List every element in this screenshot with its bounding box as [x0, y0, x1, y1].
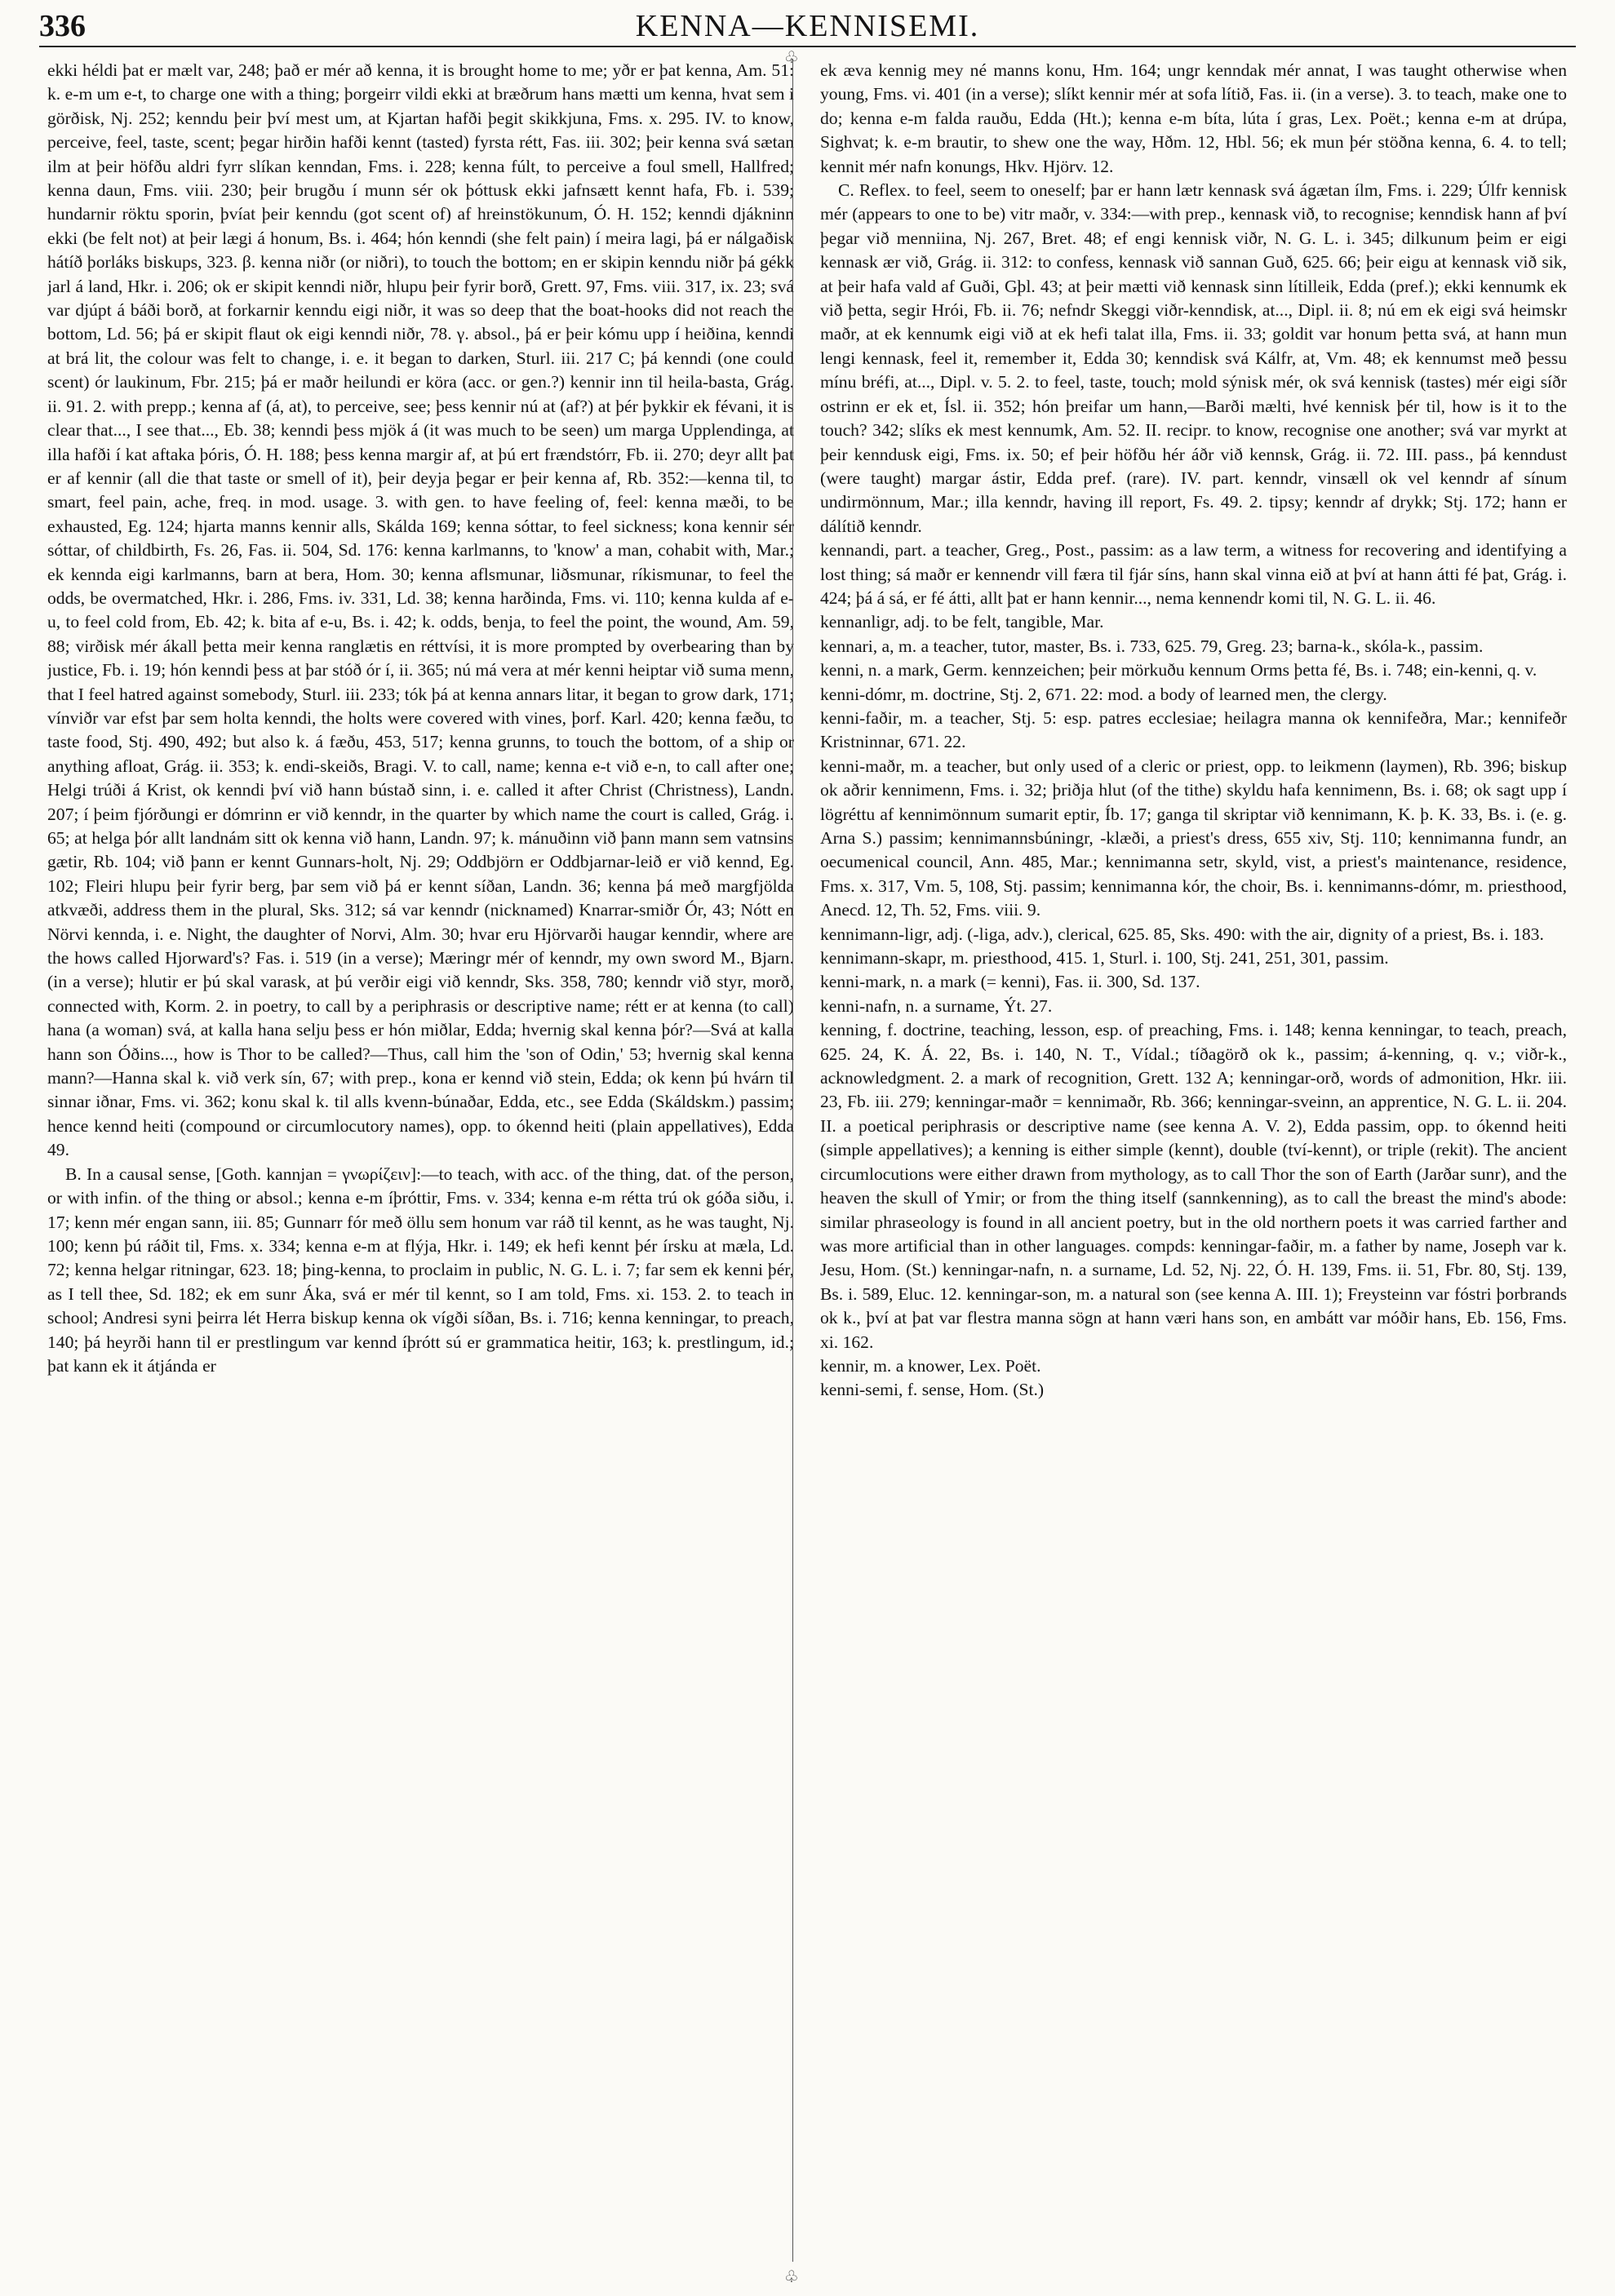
right-column	[820, 59, 1567, 2262]
entry-kennanligr: kennanligr, adj. to be felt, tangible, Mar.	[820, 612, 1104, 632]
right-entry-kenna-continued: ek æva kennig mey né manns konu, Hm. 164; ungr kenndak mér annat, I was taught otherwise when young, Fms. vi. 401 (in a verse); slíkt kennir mér at sofa lítið, Fas. ii. (in a verse). 3. to teach, make one to do; kenna e-m falda rauðu, Edda (Ht.); kenna e-m bíta, lúta í gras, Lex. Poët.; kenna e-m at drúpa, Sighvat; k. e-m brautir, to shew one the way, Hðm. 12, Hbl. 56; ek mun þér stöðna kenna, 6. 4. to tell; kennit mér nafn konungs, Hkv. Hjörv. 12.	[820, 60, 1567, 176]
page-number: 336	[39, 9, 86, 43]
entry-kennari: kennari, a, m. a teacher, tutor, master, Bs. i. 733, 625. 79, Greg. 23; barna-k., skóla-k., passim.	[820, 636, 1484, 656]
header-rule	[39, 46, 1576, 47]
entry-kennir: kennir, m. a knower, Lex. Poët.	[820, 1355, 1041, 1376]
entry-kennandi: kennandi, part. a teacher, Greg., Post., passim: as a law term, a witness for recovering and identifying a lost thing; sá maðr er kennendr vill færa til fjár síns, hann skal vinna eið at því at hann átti fé þat, Grág. i. 424; þá á sá, er fé átti, allt þat er hann kennir..., nema kennendr komi til, N. G. L. ii. 46.	[820, 540, 1567, 608]
running-head: KENNA—KENNISEMI.	[635, 9, 980, 43]
entry-kennimann-skapr: kennimann-skapr, m. priesthood, 415. 1, Sturl. i. 100, Stj. 241, 251, 301, passim.	[820, 948, 1389, 968]
bottom-ornament-icon: ♧	[784, 2268, 799, 2286]
right-entry-kenna-c: C. Reflex. to feel, seem to oneself; þar er hann lætr kennask svá ágætan ílm, Fms. i. 229; Úlfr kennisk mér (appears to one to be) vitr maðr, v. 334:—with prep., kennask við, to recognise; kenndisk hann af því þegar við menniina, Nj. 267, Bret. 48; ef engi kennisk viðr, N. G. L. i. 345; dilkunum þeim er eigi kennask ær við, Grág. ii. 312: to confess, kennask við sannan Guð, 625. 66; þeir eigu at kennask við sik, at þeir hafa vald af Guði, Gþl. 43; at þeir mætti við kennask sinn lítilleik, Edda (pref.); ekki kennumk ek við þetta, segir Hrói, Fb. ii. 76; nefndr Skeggi viðr-kenndisk, at..., Dipl. ii. 8; nú em ek eigi svá heimskr maðr, at ek kennumk eigi við at ek hefi talat illa, Fms. ii. 33; goldit var honum þetta svá, at hann mun lengi kennask, feel it, remember it, Edda 30; kenndisk svá Kálfr, at, Vm. 48; ek kennumst með þessu mínu bréfi, at..., Dipl. v. 5. 2. to feel, taste, touch; mold sýnisk mér, ok svá kennisk (tastes) mér eigi síðr ostrinn er ek et, Ísl. ii. 352; hón þreifar um hann,—Barði mælti, hvé kennisk þér til, how is it to the touch? 342; slíks ek mest kennumk, Am. 52. II. recipr. to know, recognise one another; svá var myrkt at þeir kenndusk eigi, Fms. ix. 50; ef þeir höfðu hér áðr við kennsk, Grág. ii. 72. III. pass., þá kenndust (were taught) margar ástir, Edda pref. (rare). IV. part. kenndr, vinsæll ok vel kenndr af sínum undirmönnum, Mar.; illa kenndr, having ill report, Fs. 49. 2. tipsy; kenndr af drykk; Stj. 172; hann er dálítið kenndr.	[820, 180, 1567, 536]
top-ornament-icon: ♧	[784, 49, 799, 67]
left-column	[47, 59, 794, 2262]
entry-kennimann-ligr: kennimann-ligr, adj. (-liga, adv.), clerical, 625. 85, Sks. 490: with the air, dignity of a priest, Bs. i. 183.	[820, 924, 1544, 944]
column-divider	[792, 59, 793, 2262]
left-entry-kenna-b: B. In a causal sense, [Goth. kannjan = γνωρίζειν]:—to teach, with acc. of the thing, dat. of the person, or with infin. of the thing or absol.; kenna e-m íþróttir, Fms. v. 334; kenna e-m rétta trú ok góða siðu, i. 17; kenn mér engan sann, iii. 85; Gunnarr fór með öllu sem honum var ráð til kennt, as he was taught, Nj. 100; kenn þú ráðit til, Fms. x. 334; kenna e-m at flýja, Hkr. i. 149; ek hefi kennt þér írsku at mæla, Ld. 72; kenna helgar ritningar, 623. 18; þing-kenna, to proclaim in public, N. G. L. i. 7; far sem ek kenni þér, as I tell thee, Sd. 182; ek em sunr Áka, svá er mér til kennt, so I am told, Fms. xi. 153. 2. to teach in school; Andresi syni þeirra lét Herra biskup kenna ok vígði síðan, Bs. i. 716; kenna kenningar, to preach, 140; þá heyrði hann til er prestlingum var kennd íþrótt sú er grammatica heitir, 163; k. prestlingum, id.; þat kann ek it átjánda er	[47, 1164, 794, 1376]
entry-kenni-mark: kenni-mark, n. a mark (= kenni), Fas. ii. 300, Sd. 137.	[820, 972, 1200, 992]
entry-kenni-domr: kenni-dómr, m. doctrine, Stj. 2, 671. 22: mod. a body of learned men, the clergy.	[820, 684, 1387, 704]
entry-kenning: kenning, f. doctrine, teaching, lesson, esp. of preaching, Fms. i. 148; kenna kenningar, to teach, preach, 625. 24, K. Á. 22, Bs. i. 140, N. T., Vídal.; tíðagörð ok k., passim; á-kenning, q. v.; viðr-k., acknowledgment. 2. a mark of recognition, Grett. 132 A; kenningar-orð, words of admonition, Hkr. iii. 23, Fb. iii. 279; kenningar-maðr = kennimaðr, Rb. 366; kenningar-sveinn, an apprentice, N. G. L. ii. 204. II. a poetical periphrasis or descriptive name (see kenna A. V. 2), Edda passim, opp. to ókennd heiti (simple appellatives); a kenning is either simple (kennt), double (tví-kennt), or triple (rekit). The ancient circumlocutions were either drawn from mythology, as to call Thor the son of Earth (Jarðar sunr), and the heaven the skull of Ymir; or from the thing itself (sannkenning), as to call the breast the mind's abode: similar phraseology is found in all ancient poetry, but in the old northern poets it was carried farther and was more artificial than in other languages. compds: kenningar-faðir, m. a father by name, Joseph var k. Jesu, Hom. (St.) kenningar-nafn, n. a surname, Ld. 52, Nj. 22, Ó. H. 139, Fms. ii. 51, Fbr. 80, Stj. 139, Bs. i. 589, Eluc. 12. kenningar-son, m. a natural son (see kenna A. III. 1); Freysteinn var fóstri þorbrands ok k., því at þat var flestra manna sögn at hann væri hans son, en ambátt var móðir hans, Eb. 156, Fms. xi. 162.	[820, 1020, 1567, 1352]
entry-kenni-madr: kenni-maðr, m. a teacher, but only used of a cleric or priest, opp. to leikmenn (laymen), Rb. 396; biskup ok aðrir kennimenn, Fms. i. 32; þriðja hlut (of the tithe) skyldu hafa kennimenn, Bs. i. 68; ok sagt upp í lögréttu af kennimönnum sumarit eptir, Íb. 17; ganga til skriptar við kennimann, K. þ. K. 33, Bs. i. (e. g. Arna S.) passim; kennimannsbúningr, -klæði, a priest's dress, 655 xiv, Stj. 110; kennimanna fundr, an oecumenical council, Ann. 485, Mar.; kennimanna setr, skyld, vist, a priest's maintenance, residence, Fms. x. 317, Vm. 5, 108, Stj. passim; kennimanna kór, the choir, Bs. i. kennimanns-dómr, m. priesthood, Anecd. 12, Th. 52, Fms. viii. 9.	[820, 756, 1567, 920]
entry-kenni-nafn: kenni-nafn, n. a surname, Ýt. 27.	[820, 995, 1053, 1016]
entry-kenni: kenni, n. a mark, Germ. kennzeichen; þeir mörkuðu kennum Orms þetta fé, Bs. i. 748; ein-kenni, q. v.	[820, 660, 1537, 680]
page-header	[39, 8, 1576, 42]
entry-kenni-semi: kenni-semi, f. sense, Hom. (St.)	[820, 1380, 1045, 1400]
left-entry-kenna-continued: ekki héldi þat er mælt var, 248; það er mér að kenna, it is brought home to me; yðr er þat kenna, Am. 51: k. e-m um e-t, to charge one with a thing; þorgeirr vildi ekki at bræðrum hans mætti um kenna, hvat sem i görðisk, Nj. 252; kenndu þeir því mest um, at Kjartan hafði þegit skikkjuna, Fms. x. 295. IV. to know, perceive, feel, taste, scent; þegar hirðin hafði kennt (tasted) fyrsta rétt, Fas. iii. 302; þeir kenna svá sætan ilm at þeir höfðu aldri fyrr slíkan kenndan, Fms. i. 228; kenna fúlt, to perceive a foul smell, Hallfred; kenna daun, Fms. viii. 230; þeir brugðu í munn sér ok þóttusk ekki jafnsætt kennt hafa, Fb. i. 539; hundarnir röktu sporin, þvíat þeir kenndu (got scent of) af hreinstökunum, Ó. H. 152; kenndi djákninn ekki (be felt not) at þeir lægi á honum, Bs. i. 464; hón kenndi (she felt pain) í meira lagi, þá er nálgaðisk hátíð þorláks biskups, 323. β. kenna niðr (or niðri), to touch the bottom; en er skipin kenndu niðr þá gékk jarl á land, Hkr. i. 206; ok er skipit kenndi niðr, hlupu þeir fyrir borð, Grett. 97, Fms. viii. 317, ix. 23; svá var djúpt á báði borð, at forkarnir kenndu eigi niðr, it was so deep that the boat-hooks did not reach the bottom, Ld. 56; þá er skipit flaut ok eigi kenndi niðr, 78. γ. absol., þá er þeir kómu upp í heiðina, kenndi at brá lit, the colour was felt to change, i. e. it began to darken, Sturl. iii. 217 C; þá kenndi (one could scent) ór laukinum, Fbr. 215; þá er maðr heilundi er köra (acc. or gen.?) kennir inn til heila-basta, Grág. ii. 91. 2. with prepp.; kenna af (á, at), to perceive, see; þess kennir nú at (af?) at þér þykkir ek févani, it is clear that..., I see that..., Eb. 38; kenndi þess mjök á (it was much to be seen) um marga Upplendinga, at illa hafði í kat aftaka þóris, Ó. H. 188; þess kenna margir af, at þú ert frændstórr, Fb. ii. 270; deyr allt þat er af kennir (all die that taste or smell of it), þeir deyja þegar er þeir kenna af, Rb. 352:—kenna til, to smart, feel pain, ache, freq. in mod. usage. 3. with gen. to have feeling of, feel: kenna mæði, to be exhausted, Eg. 124; hjarta manns kennir alls, Skálda 169; kenna sóttar, to feel sickness; kona kennir sér sóttar, of childbirth, Fs. 26, Fas. ii. 504, Sd. 176: kenna karlmanns, to 'know' a man, cohabit with, Mar.; ek kennda eigi karlmanns, barn at bera, Hom. 30; kenna aflsmunar, liðsmunar, ríkismunar, to feel the odds, be overmatched, Hkr. i. 286, Fms. iv. 331, Ld. 38; kenna harðinda, Fms. vi. 110; kenna kulda af e-u, to feel cold from, Eb. 42; k. bita af e-u, Bs. i. 42; k. odds, benja, to feel the point, the wound, Am. 59, 88; virðisk mér ákall þetta meir kenna ranglætis en réttvísi, it is more prompted by overbearing than by justice, Fb. i. 19; hón kenndi þess at þar stóð ór í, ii. 365; nú má vera at mér kenni heiptar við suma menn, that I feel hatred against somebody, Sturl. iii. 233; tók þá at kenna annars litar, it began to grow dark, 171; vínviðr var efst þar sem holta kenndi, the holts were covered with vines, þorf. Karl. 420; kenna fæðu, to taste food, Stj. 490, 492; but also k. á fæðu, 453, 517; kenna grunns, to touch the bottom, of a ship or anything afloat, Grág. ii. 353; k. endi-skeiðs, Bragi. V. to call, name; kenna e-t við e-n, to call after one; Helgi trúði á Krist, ok kenndi því við hann bústað sinn, i. e. called it after Christ (Christness), Landn. 207; í þeim fjórðungi er dómrinn er við kenndr, in the quarter by which name the court is called, Grág. i. 65; at helga þór allt landnám sitt ok kenna við hann, Landn. 97; k. mánuðinn við þann mann sem vatnsins gætir, Rb. 104; við þann er kennt Gunnars-holt, Nj. 29; Oddbjörn er Oddbjarnar-leið er við kennd, Eg. 102; Fleiri hlupu þeir fyrir berg, þar sem við þá er kennt síðan, Landn. 36; kenna þá með margfjölda atkvæði, address them in the plural, Sks. 312; sá var kenndr (nicknamed) Knarrar-smiðr Ór, 43; Nótt en Nörvi kennda, i. e. Night, the daughter of Norvi, Alm. 30; hvar eru Hjörvarði haugar kenndir, where are the hows called Hjorward's? Fas. i. 519 (in a verse); Mæringr mér of kenndr, my own sword M., Bjarn. (in a verse); hlutir er þú skal varask, at þú verðir eigi við kenndr, Sks. 358, 780; kenndr við styr, morð, connected with, Korm. 2. in poetry, to call by a periphrasis or descriptive name; rétt er at kenna (to call) hana (a woman) svá, at kalla hana selju þess er hón miðlar, Edda; hvernig skal kenna þór?—Svá at kalla hann son Óðins..., how is Thor to be called?—Thus, call him the 'son of Odin,' 53; hvernig skal kenna mann?—Hanna skal k. við verk sín, 67; with prep., kona er kennd við stein, Edda; ok kenn þú hvárn til sinnar iðnar, Fms. vi. 362; konu skal k. til alls kvenn-búnaðar, Edda, etc., see Edda (Skáldskm.) passim; hence kennd heiti (compound or circumlocutory names), opp. to ókennd heiti (plain appellatives), Edda 49.	[47, 60, 794, 1160]
entry-kenni-fadir: kenni-faðir, m. a teacher, Stj. 5: esp. patres ecclesiae; heilagra manna ok kennifeðra, Mar.; kennifeðr Kristninnar, 671. 22.	[820, 707, 1567, 752]
